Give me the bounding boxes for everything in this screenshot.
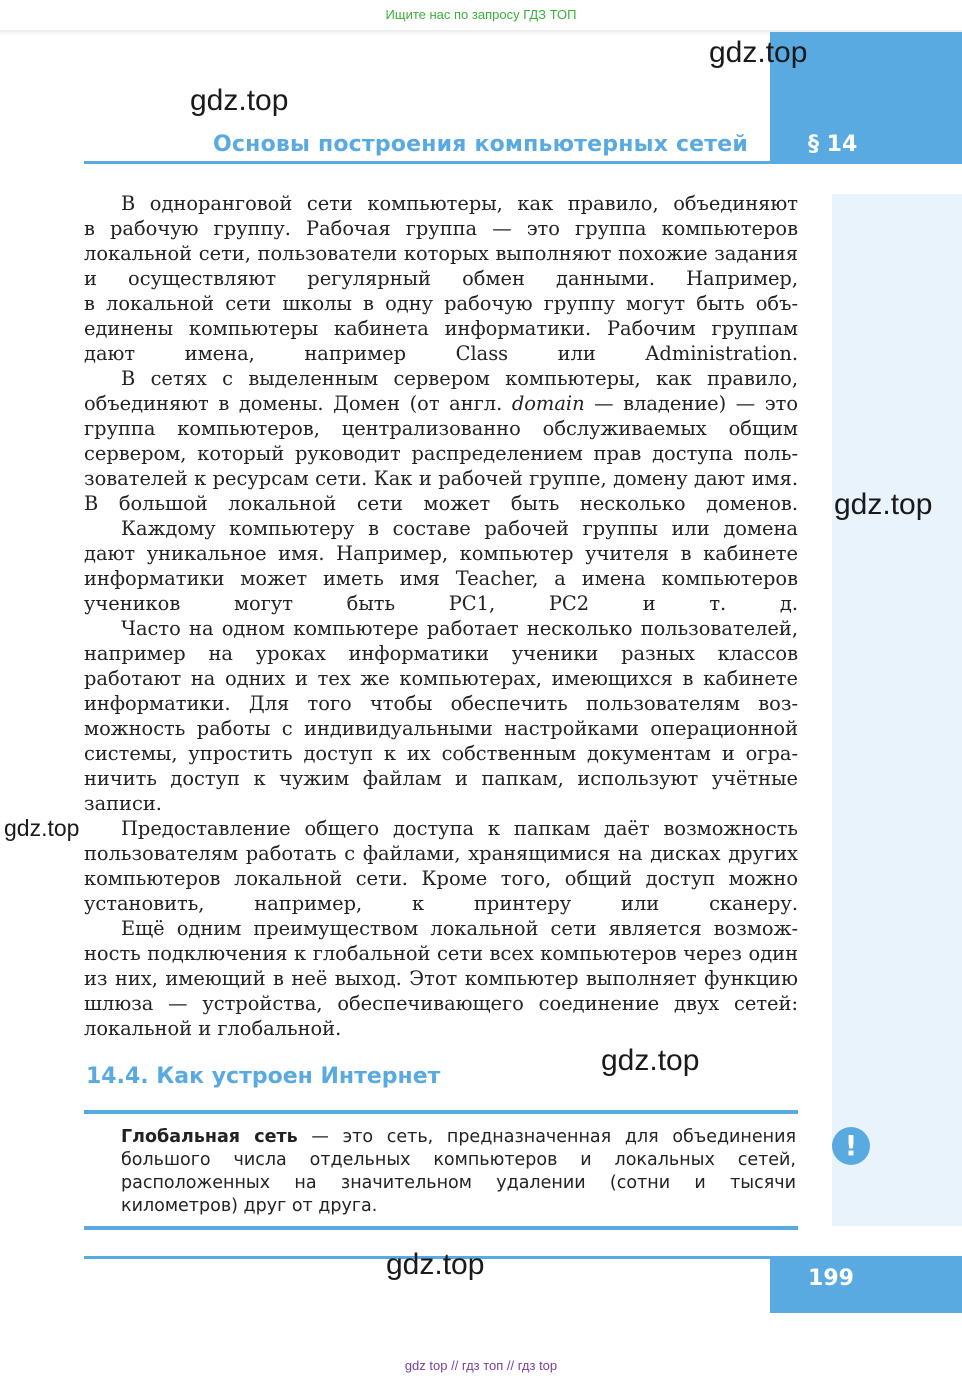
margin-strip [832,194,962,1226]
paragraph: Часто на одном компьютере работает несколько пользователей, например на уроках информатики ученики разных классов работают на одних и тех же компьютерах, имеющихся в кабинете информатики. Для того чтобы обеспечить пользователям возможность работы с индивидуальными настройками операционной системы, упростить доступ к их собственным документам и ограничить доступ к чужим файлам и папкам, используют учётные записи. [84,617,798,815]
footer-text[interactable]: gdz top // гдз топ // гдз top [404,1358,558,1373]
definition-rule-top [84,1110,798,1114]
watermark: gdz.top [709,36,808,69]
subsection-heading: 14.4. Как устроен Интернет [86,1064,441,1089]
watermark: gdz.top [386,1248,485,1281]
banner-text: Ищите нас по запросу ГДЗ ТОП [385,7,577,22]
paragraph: Каждому компьютеру в составе рабочей группы или домена дают уникальное имя. Например, компьютер учителя в кабинете информатики может иметь имя Teacher, а имена компьютеров учеников могут быть PC1, PC2 и т. д. [84,517,798,615]
paragraph: Ещё одним преимуществом локальной сети является возможность подключения к глобальной сети всех компьютеров через один из них, имеющий в неё выход. Этот компьютер выполняет функцию шлюза — устройства, обеспечивающего соединение двух сетей: локальной и глобальной. [84,917,798,1040]
paragraph: Предоставление общего доступа к папкам даёт возможность пользователям работать с файлами, хранящимися на дисках других компьютеров локальной сети. Кроме того, общий доступ можно установить, например, к принтеру или сканеру. [84,817,798,915]
section-number: § 14 [808,132,858,157]
search-banner [0,0,962,32]
footer-links[interactable] [0,1358,962,1373]
chapter-title: Основы построения компьютерных сетей [213,132,748,157]
paragraph: В одноранговой сети компьютеры, как правило, объединяют в рабочую группу. Рабочая группа — это группа компьютеров локальной сети, пользователи которых выполняют похожие задания и осуществляют регулярный обмен данными. Например, в локальной сети школы в одну рабочую группу могут быть объединены компьютеры кабинета информатики. Рабочим группам дают имена, например Class или Administration. [84,192,798,365]
watermark: gdz.top [190,84,289,117]
definition-text: — это сеть, предназначенная для объединения большого числа отдельных компьютеров и локальных сетей, расположенных на значительном удалении (сотни и тысячи километров) друг от друга. [121,1127,796,1216]
watermark: gdz.top [834,488,933,521]
exclamation-icon: ! [832,1127,870,1165]
definition-term: Глобальная сеть [121,1127,298,1147]
definition-box [121,1126,796,1218]
watermark: gdz.top [4,815,80,841]
watermark: gdz.top [601,1044,700,1077]
paragraph: В сетях с выделенным сервером компьютеры, как правило, объединяют в домены. Домен (от англ. domain — владение) — это группа компьютеров, централизованно обслуживаемых общим сервером, который руководит распределением прав доступа пользователей к ресурсам сети. Как и рабочей группе, домену дают имя. В большой локальной сети может быть несколько доменов. [84,367,798,515]
page-number: 199 [808,1266,854,1291]
definition-rule-bottom [84,1226,798,1230]
title-rule [84,161,770,164]
body-text [84,191,798,1041]
